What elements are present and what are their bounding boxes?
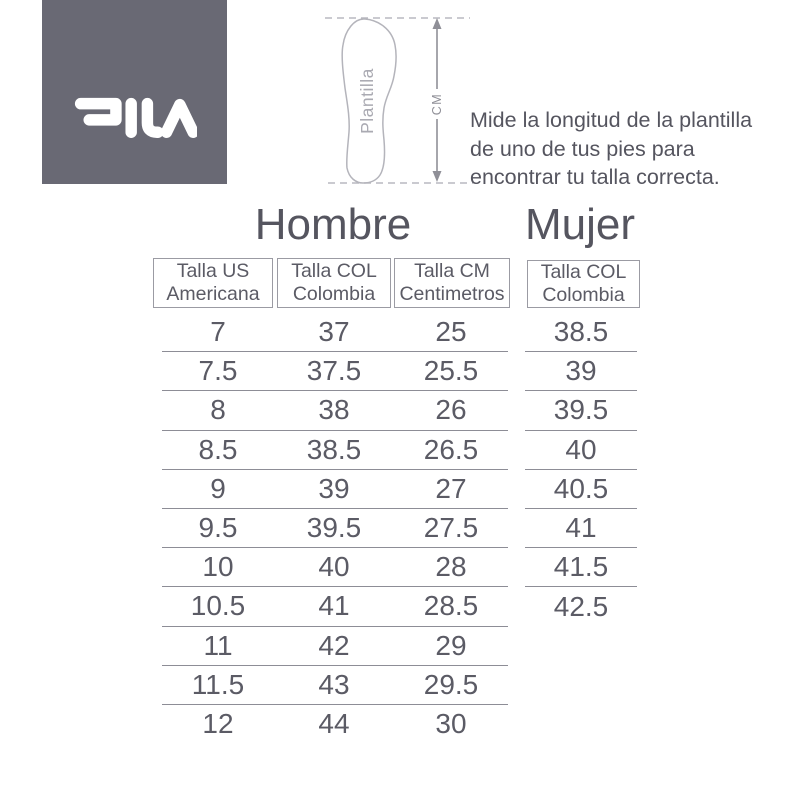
men-size-row — [162, 587, 508, 626]
size-cell-col: 38 — [318, 394, 350, 426]
size-cell-col: 39.5 — [553, 394, 609, 426]
men-size-row — [162, 470, 508, 509]
header-line: Centimetros — [399, 283, 505, 305]
size-cell-cm: 30 — [435, 708, 467, 740]
size-cell-col: 37.5 — [306, 355, 362, 387]
fila-logo-box — [42, 0, 227, 184]
size-cell-us: 8 — [210, 394, 226, 426]
cm-unit-label: CM — [430, 92, 444, 116]
insole-label: Plantilla — [357, 68, 377, 134]
men-size-row — [162, 509, 508, 548]
header-line: Talla CM — [414, 260, 490, 282]
size-cell-col: 42.5 — [553, 590, 609, 622]
size-cell-us: 8.5 — [198, 433, 238, 465]
header-line: Colombia — [292, 283, 376, 305]
size-cell-cm: 27.5 — [423, 512, 479, 544]
men-size-row — [162, 548, 508, 587]
size-cell-col: 43 — [318, 668, 350, 700]
women-size-row — [525, 352, 637, 391]
measurement-instructions — [470, 106, 790, 192]
size-cell-cm: 25 — [435, 316, 467, 348]
size-cell-us: 10 — [202, 551, 234, 583]
size-cell-cm: 29.5 — [423, 668, 479, 700]
logo-letter-l — [147, 104, 157, 133]
men-size-row — [162, 627, 508, 666]
size-cell-col: 39 — [565, 355, 597, 387]
fila-logo-icon — [73, 95, 197, 139]
size-cell-col: 38.5 — [553, 316, 609, 348]
section-title-men: Hombre — [254, 200, 412, 249]
size-cell-us: 11 — [203, 629, 233, 661]
fila-logo-text — [42, 0, 43, 1]
size-cell-col: 39 — [318, 472, 350, 504]
women-size-row — [525, 391, 637, 430]
header-line: Americana — [166, 283, 260, 305]
size-cell-cm: 26 — [435, 394, 467, 426]
men-header-col — [277, 258, 391, 308]
size-cell-col: 42 — [318, 629, 350, 661]
size-cell-col: 40 — [565, 433, 597, 465]
logo-letter-a — [166, 105, 193, 133]
women-size-row — [525, 509, 637, 548]
size-cell-us: 11.5 — [191, 668, 245, 700]
women-size-table — [525, 313, 637, 627]
arrowhead-up — [433, 18, 442, 29]
size-cell-col: 41 — [318, 590, 350, 622]
size-cell-col: 41.5 — [553, 551, 609, 583]
women-size-row — [525, 431, 637, 470]
men-size-table — [162, 313, 508, 744]
men-size-row — [162, 313, 508, 352]
men-size-row — [162, 352, 508, 391]
insole-diagram — [318, 5, 478, 191]
size-cell-cm: 26.5 — [423, 433, 479, 465]
size-cell-col: 40 — [318, 551, 350, 583]
logo-letter-f — [80, 104, 115, 120]
men-size-row — [162, 431, 508, 470]
header-line: Talla COL — [540, 261, 627, 283]
instruction-line-3: encontrar tu talla correcta. — [470, 165, 720, 189]
size-cell-us: 7 — [210, 316, 226, 348]
size-cell-cm: 28 — [435, 551, 467, 583]
men-header-cm — [394, 258, 510, 308]
header-line: Colombia — [542, 284, 625, 306]
size-cell-us: 9 — [210, 472, 226, 504]
men-size-row — [162, 391, 508, 430]
size-cell-us: 12 — [202, 708, 234, 740]
size-cell-cm: 27 — [435, 472, 467, 504]
men-size-row — [162, 705, 508, 744]
size-cell-col: 41 — [565, 512, 597, 544]
section-title-women: Mujer — [524, 200, 636, 249]
men-header-us — [153, 258, 273, 308]
size-cell-col: 39.5 — [306, 512, 362, 544]
size-cell-cm: 25.5 — [423, 355, 479, 387]
size-cell-cm: 29 — [435, 629, 467, 661]
size-cell-us: 9.5 — [198, 512, 238, 544]
size-cell-col: 38.5 — [306, 433, 362, 465]
instruction-line-1: Mide la longitud de la plantilla — [470, 108, 753, 132]
header-line: Talla US — [176, 260, 250, 282]
women-size-row — [525, 548, 637, 587]
women-header-col — [527, 260, 640, 308]
size-cell-col: 44 — [318, 708, 350, 740]
size-cell-us: 10.5 — [190, 590, 246, 622]
instruction-line-2: de uno de tus pies para — [470, 136, 695, 161]
size-cell-cm: 28.5 — [423, 590, 479, 622]
women-size-row — [525, 470, 637, 509]
men-size-row — [162, 666, 508, 705]
size-cell-col: 40.5 — [553, 472, 609, 504]
size-cell-col: 37 — [318, 316, 350, 348]
women-size-row — [525, 313, 637, 352]
arrowhead-down — [433, 171, 442, 182]
size-cell-us: 7.5 — [198, 355, 238, 387]
women-size-row — [525, 587, 637, 626]
header-line: Talla COL — [291, 260, 377, 282]
